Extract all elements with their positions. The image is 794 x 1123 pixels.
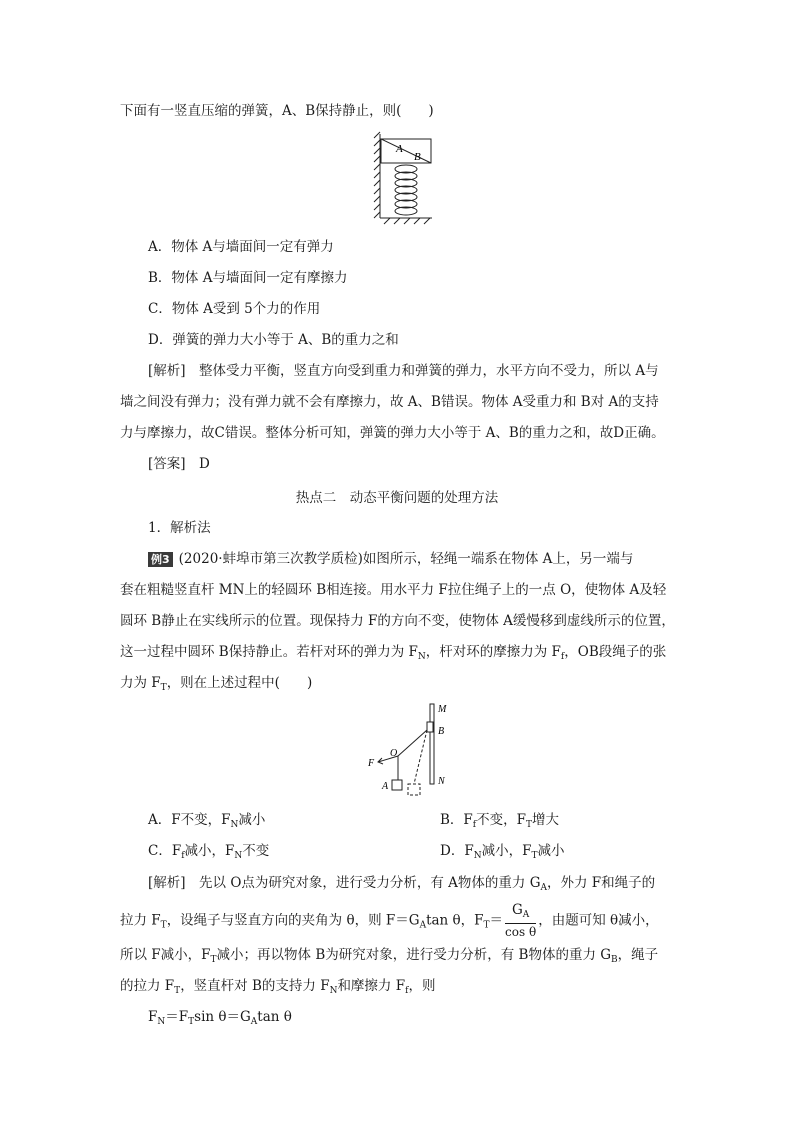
figure-spring-blocks bbox=[370, 130, 440, 225]
answer-line: [答案] D bbox=[148, 456, 210, 472]
choice-b: B．$F_f$不变，$F_T$增大 bbox=[440, 812, 560, 830]
analysis2-line-4: 的拉力 $F_T$，竖直杆对 B的支持力 $F_N$和摩擦力 $F_f$，则 bbox=[120, 978, 436, 996]
fig1-label-b: B bbox=[414, 151, 421, 163]
fig2-label-a: A bbox=[382, 781, 389, 792]
section-title: 热点二 动态平衡问题的处理方法 bbox=[295, 490, 499, 506]
fig2-label-n: N bbox=[438, 776, 445, 787]
option-c: C．物体 A受到 5个力的作用 bbox=[148, 301, 321, 317]
analysis-line-3: 力与摩擦力，故C错误。整体分析可知，弹簧的弹力大小等于 A、B的重力之和，故D正确。 bbox=[120, 425, 665, 441]
example-line-2: 套在粗糙竖直杆 MN上的轻圆环 B相连接。用水平力 F拉住绳子上的一点 O，使物体 A及轻 bbox=[120, 582, 667, 598]
analysis2-line-3: 所以 F减小，$F_T$减小；再以物体 B为研究对象，进行受力分析，有 B物体的重力 $G_B$，绳子 bbox=[120, 947, 659, 965]
choice-a: A．F不变，$F_N$减小 bbox=[148, 812, 266, 830]
figure-rod-ring bbox=[366, 700, 456, 800]
choice-c: C．$F_f$减小，$F_N$不变 bbox=[148, 843, 270, 861]
question-intro: 下面有一竖直压缩的弹簧，A、B保持静止，则( ) bbox=[120, 103, 434, 119]
example-line-3: 圆环 B静止在实线所示的位置。现保持力 F的方向不变，使物体 A缓慢移到虚线所示的位置， bbox=[120, 613, 675, 629]
fig2-label-f: F bbox=[368, 758, 375, 769]
fig2-label-o: O bbox=[390, 748, 398, 759]
equation: $F_N=F_T\sin$ $\theta=G_A\tan$ θ bbox=[148, 1009, 292, 1027]
example-badge: 例3 bbox=[148, 552, 173, 567]
fig1-label-a: A bbox=[396, 143, 403, 155]
method-heading: 1．解析法 bbox=[148, 520, 211, 536]
analysis2-line-1: [解析] 先以 O点为研究对象，进行受力分析，有 A物体的重力 $G_A$，外力 F和绳子的 bbox=[148, 875, 656, 893]
fraction: $\frac{G_A}{\text{cos θ}}$ bbox=[505, 902, 537, 939]
analysis-line-2: 墙之间没有弹力；没有弹力就不会有摩擦力，故 A、B错误。物体 A受重力和 B对 A的支持 bbox=[120, 394, 659, 410]
example-line-4: 这一过程中圆环 B保持静止。若杆对环的弹力为 $F_N$，杆对环的摩擦力为 $F_f$，OB段绳子的张 bbox=[120, 644, 667, 662]
option-b: B．物体 A与墙面间一定有摩擦力 bbox=[148, 270, 348, 286]
choice-d: D．$F_N$减小，$F_T$减小 bbox=[440, 843, 565, 861]
fig2-label-b: B bbox=[438, 726, 445, 737]
option-d: D．弹簧的弹力大小等于 A、B的重力之和 bbox=[148, 332, 399, 348]
analysis2-line-2: 拉力 $F_T$，设绳子与竖直方向的夹角为 θ，则 $F=G_A\tan$ θ，$F_T=$ $\frac{G_A}{\text{cos θ}}$ ，由题可知 θ减小， bbox=[120, 902, 659, 939]
analysis-line-1: [解析] 整体受力平衡，竖直方向受到重力和弹簧的弹力，水平方向不受力，所以 A与 bbox=[148, 363, 659, 379]
fig2-label-m: M bbox=[438, 704, 447, 715]
option-a: A．物体 A与墙面间一定有弹力 bbox=[148, 239, 334, 255]
example-line-5: 力为 $F_T$，则在上述过程中( ) bbox=[120, 675, 313, 693]
example-line-1: 例3 (2020·蚌埠市第三次教学质检)如图所示，轻绳一端系在物体 A上，另一端与 bbox=[148, 549, 633, 569]
